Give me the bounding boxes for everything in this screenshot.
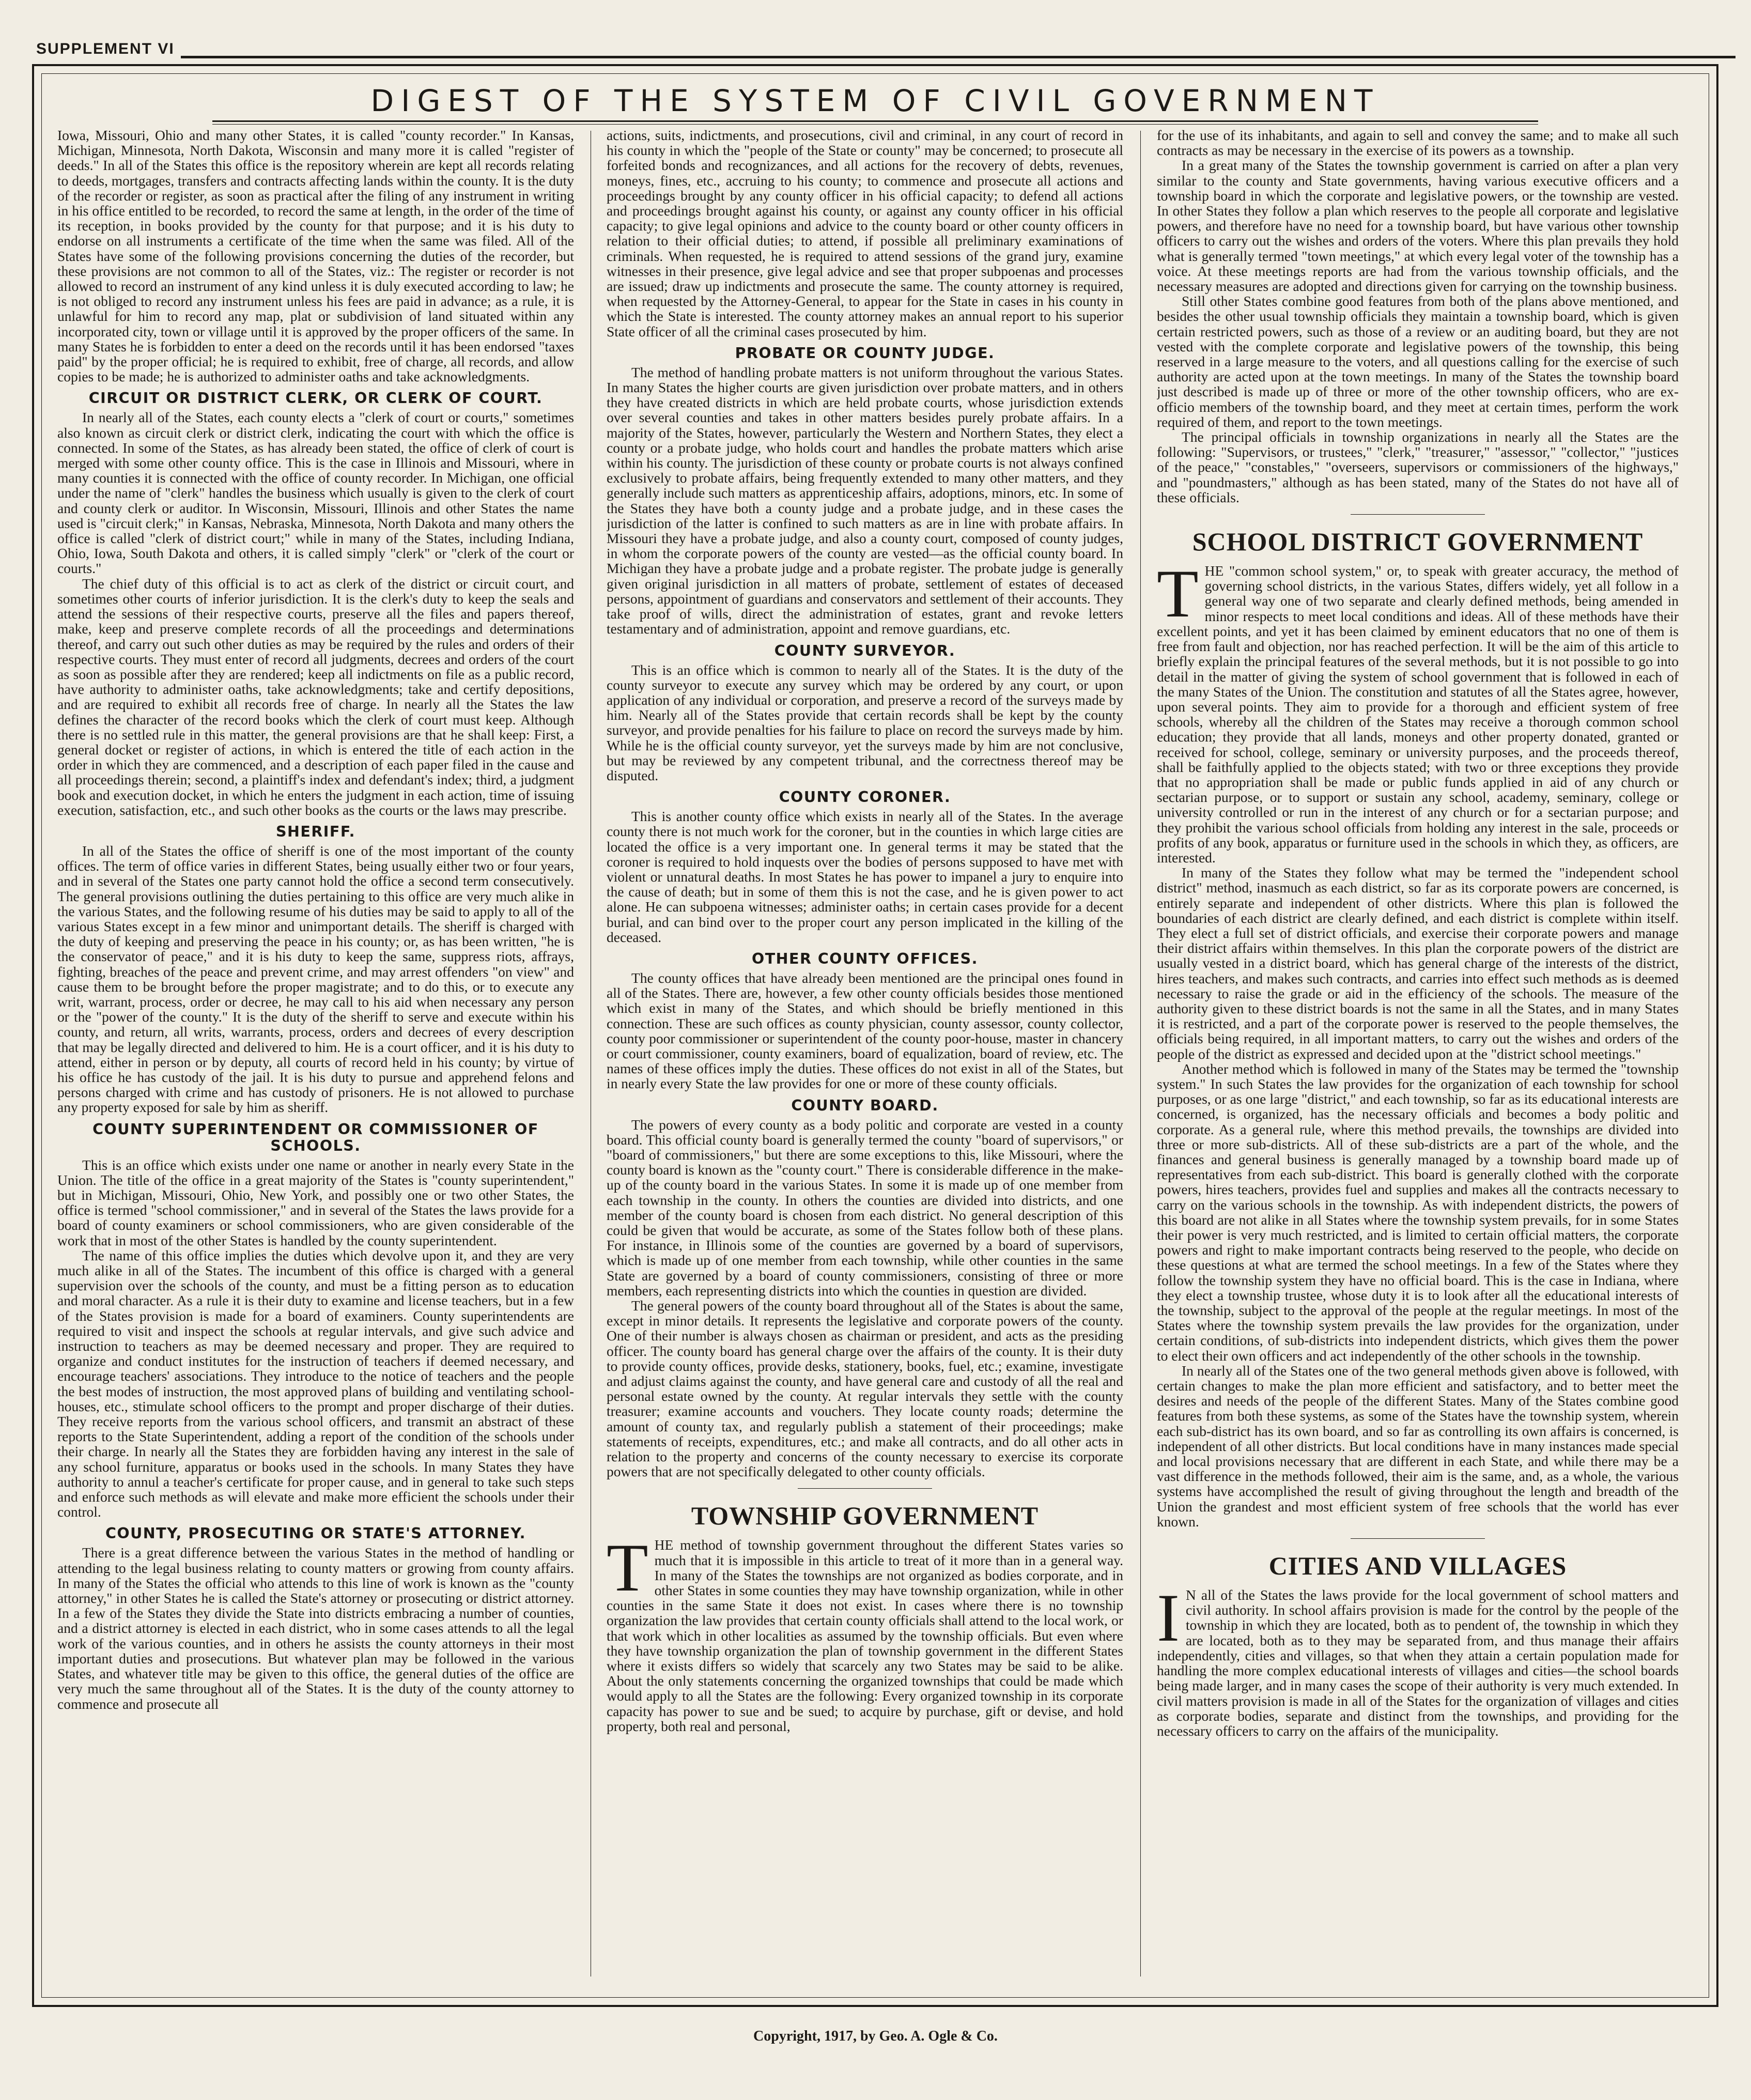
paragraph: The chief duty of this official is to act as clerk of the district or circuit court, and sometimes other courts of inferior jurisdiction. It is the clerk's duty to keep the seals and attend the sessions of their respective courts, preserve all the files and papers thereof, make, keep and preserve complete records of all the proceedings and determinations thereof, and carry out such other duties as may be required by the rules and orders of their respective courts. They must enter of record all judgments, decrees and orders of the court as soon as possible after they are rendered; keep all indictments on file as a public record, have authority to administer oaths, take acknowledgments; take and certify depositions, and are required to exhibit all records free of charge. In nearly all the States the law defines the character of the record books which the clerk of court must keep. Although there is no settled rule in this matter, the general provisions are that he shall keep: First, a general docket or register of actions, in which is entered the title of each action in the order in which they are commenced, and a description of each paper filed in the cause and all proceedings therein; second, a plaintiff's index and defendant's index; third, a judgment book and execution docket, in which he enters the judgment in each action, time of issuing execution, satisfaction, etc., and such other books as the courts or the laws may prescribe.: [57, 575, 574, 818]
section-heading: PROBATE OR COUNTY JUDGE.: [735, 344, 995, 362]
page-inner-frame: [41, 73, 1709, 1998]
paragraph-text: N all of the States the laws provide for the local government of school matters and civil authority. In school affairs provision is made for the control by the people of the township in which they are located, both as to pendent of, the township in which they are located, both as to they may be separated from, and thus manage their affairs independently, cities and villages, so that when they attain a certain population made for handling the more complex educational interests of villages and cities—the school boards being made larger, and in many cases the scope of their authority is very much extended. In civil matters provision is made in all of the States for the organization of villages and cities as corporate bodies, separate and distinct from the townships, and providing for the necessary officers to carry on the affairs of the municipality.: [1157, 1587, 1679, 1739]
major-heading: CITIES AND VILLAGES: [1268, 1551, 1567, 1581]
section-heading: COUNTY BOARD.: [791, 1097, 939, 1114]
section-heading: COUNTY SUPERINTENDENT OR COMMISSIONER OF SCHOOLS.: [92, 1120, 539, 1154]
section-heading: COUNTY SURVEYOR.: [774, 642, 956, 659]
header-rule: [181, 56, 1735, 58]
column-3: [1157, 128, 1679, 1989]
paragraph: This is an office which is common to nearly all of the States. It is the duty of the county surveyor to execute any survey which may be ordered by any court, or upon application of any individual or corporation, and preserve a record of the surveys made by him. Nearly all of the States provide that certain records shall be kept by the county surveyor, and provide penalties for his failure to place on record the surveys made by him. While he is the official county surveyor, yet the surveys made by him are not conclusive, but may be reviewed by any competent tribunal, and the correctness thereof may be disputed.: [607, 661, 1123, 783]
title-rule-thick: [212, 120, 1538, 122]
page-frame: [32, 64, 1718, 2007]
paragraph: There is a great difference between the various States in the method of handling or attending to the legal business relating to county matters or growing from county affairs. In many of the States the official who attends to this line of work is known as the "county attorney," in other States he is called the State's attorney or prosecuting or district attorney. In a few of the States they divide the State into districts embracing a number of counties, and a district attorney is elected in each district, who in some cases attends to all the legal work of the various counties, and in others he assists the county attorneys in their most important duties and prosecutions. But whatever plan may be followed in the various States, and whatever title may be given to this office, the general duties of the office are very much the same throughout all of the States. It is the duty of the county attorney to commence and prosecute all: [57, 1545, 574, 1712]
title-rule-thin: [212, 124, 1538, 125]
section-rule: [1351, 1538, 1485, 1539]
drop-cap: T: [1157, 555, 1199, 632]
paragraph: Iowa, Missouri, Ohio and many other States, it is called "county recorder." In Kansas, Michigan, Minnesota, North Dakota, Wisconsin and many more it is called "register of deeds." In all of the States this office is the repository wherein are kept all records relating to deeds, mortgages, transfers and contracts affecting lands within the county. It is the duty of the recorder or register, as soon as practical after the filing of any instrument in writing in his office entitled to be recorded, to record the same at length, in the order of the time of its reception, in books provided by the county for that purpose; and it is his duty to endorse on all instruments a certificate of the time when the same was filed. All of the States have some of the following provisions concerning the duties of the recorder, but these provisions are not common to all of the States, viz.: The register or recorder is not allowed to record an instrument of any kind unless it is duly executed according to law; he is not obliged to record any instrument unless his fees are paid in advance; as a rule, it is unlawful for him to record any map, plat or subdivision of land situated within any incorporated city, town or village until it is approved by the proper officers of the same. In many States he is forbidden to enter a deed on the records until it has been endorsed "taxes paid" by the proper official; he is required to exhibit, free of charge, all records, and allow copies to be made; he is authorized to administer oaths and take acknowledgments.: [57, 128, 574, 385]
paragraph: [1157, 555, 1679, 866]
section-rule: [798, 1488, 932, 1489]
paragraph: In nearly all of the States one of the two general methods given above is followed, with certain changes to make the plan more efficient and satisfactory, and to better meet the desires and needs of the people of the different States. Many of the States combine good features from both these systems, as some of the States have the township system, wherein each sub-district has its own board, and so far as controlling its own affairs is concerned, is independent of all other districts. But local conditions have in many instances made special and local provisions necessary that are different in each State, and while there may be a vast difference in the methods followed, their aim is the same, and, as a whole, the various systems have accomplished the result of giving throughout the length and breadth of the Union the grandest and most efficient system of free schools that the world has ever known.: [1157, 1362, 1679, 1530]
paragraph-text: HE method of township government throughout the different States varies so much that it is impossible in this article to treat of it more than in a general way. In many of the States the townships are not organized as bodies corporate, and in other States in some counties they may have township organization, while in other counties in the same State it does not exist. In cases where there is no township organization the law provides that certain county officials shall attend to the local work, or that work which in other localities as assumed by the township officials. But even where they have township organization the plan of township government in the different States where it exists differs so widely that scarcely any two States may be said to be alike. About the only statements concerning the organized townships that could be made which would apply to all the States are the following: Every organized township in its corporate capacity has power to sue and be sued; to acquire by purchase, gift or devise, and hold property, both real and personal,: [607, 1537, 1123, 1734]
paragraph: [1157, 1580, 1679, 1739]
column-2: [607, 128, 1123, 1989]
column-1: [57, 128, 574, 1989]
paragraph: This is an office which exists under one name or another in nearly every State in the Union. The title of the office in a great majority of the States is "county superintendent," but in Michigan, Missouri, Ohio, New York, and possibly one or two other States, the office is termed "school commissioner," and in several of the States the laws provide for a board of county examiners or school commissioners, who are given considerable of the work that in most of the other States is handled by the county superintendent.: [57, 1156, 574, 1248]
paragraph: The principal officials in township organizations in nearly all the States are the following: "Supervisors, or trustees," "clerk," "treasurer," "assessor," "collector," "justices of the peace," "constables," "overseers, supervisors or commissioners of the highways," and "poundmasters," although as has been stated, many of the States do not have all of these officials.: [1157, 429, 1679, 505]
paragraph: In a great many of the States the township government is carried on after a plan very similar to the county and State governments, having various executive officers and a township board in which the corporate and legislative powers, or the township are vested. In other States they follow a plan which reserves to the people all corporate and legislative powers, and therefore have no need for a township board, but have various other township officers to carry out the wishes and orders of the voters. Where this plan prevails they hold what is generally termed "town meetings," at which every legal voter of the township has a voice. At these meetings reports are had from the various township officials, and the necessary measures are adopted and directions given for carrying on the township business.: [1157, 157, 1679, 295]
major-heading: SCHOOL DISTRICT GOVERNMENT: [1192, 527, 1644, 557]
paragraph: The name of this office implies the duties which devolve upon it, and they are very much alike in all of the States. The incumbent of this office is charged with a general supervision over the schools of the county, and must be a fitting person as to education and moral character. As a rule it is their duty to examine and license teachers, but in a few of the States provision is made for a board of examiners. County superintendents are required to visit and inspect the schools at regular intervals, and give such advice and instruction to teachers as may be deemed necessary and proper. They are required to organize and conduct institutes for the instruction of teachers if deemed necessary, and encourage teachers' associations. They introduce to the notice of teachers and the people the best modes of instruction, the most approved plans of building and ventilating school-houses, etc., stimulate school officers to the prompt and proper discharge of their duties. They receive reports from the various school officers, and transmit an abstract of these reports to the State Superintendent, adding a report of the condition of the schools under their charge. In nearly all the States they are forbidden having any interest in the sale of any school furniture, apparatus or books used in the schools. In many States they have authority to annul a teacher's certificate for proper cause, and in general to take such steps and enforce such methods as will elevate and make more efficient the schools under their control.: [57, 1247, 574, 1520]
paragraph: In many of the States they follow what may be termed the "independent school district" method, inasmuch as each district, so far as its corporate powers are concerned, is entirely separate and independent of other districts. Where this plan is followed the boundaries of each district are clearly defined, and each district is complete within itself. They elect a full set of district officials, and exercise their corporate powers and manage their district affairs within themselves. In this plan the corporate powers of the district are usually vested in a district board, which has general charge of the interests of the district, hires teachers, and makes such contracts, and carries into effect such methods as is deemed necessary to raise the grade or aid in the efficiency of the schools. The measure of the authority given to these district boards is not the same in all the States, and in many States it is restricted, and a part of the corporate power is reserved to the people themselves, the officials being required, in all important matters, to carry out the wishes and orders of the people of the district as expressed and decided upon at the "district school meetings.": [1157, 864, 1679, 1062]
paragraph: In all of the States the office of sheriff is one of the most important of the county offices. The term of office varies in different States, being usually either two or four years, and in several of the States one party cannot hold the office a second term consecutively. The general provisions outlining the duties pertaining to this office are very much alike in the various States, and the following resume of his duties may be said to apply to all of the various States except in a few minor and unimportant details. The sheriff is charged with the duty of keeping and preserving the peace in his county; or, as has been written, "he is the conservator of peace," and it is his duty to keep the same, suppress riots, affrays, fighting, breaches of the peace and prevent crime, and may arrest offenders "on view" and cause them to be brought before the proper magistrate; and to do this, or to execute any writ, warrant, process, order or decree, he may call to his aid when necessary any person or the "power of the county." It is the duty of the sheriff to serve and execute within his county, and return, all writs, warrants, process, orders and decrees of every description that may be legally directed and delivered to him. He is a court officer, and it is his duty to attend, either in person or by deputy, all courts of record held in his county; by virtue of his office he has custody of the jail. It is his duty to pursue and apprehend felons and persons charged with crime and has custody of prisoners. He is not allowed to purchase any property exposed for sale by him as sheriff.: [57, 842, 574, 1116]
paragraph: This is another county office which exists in nearly all of the States. In the average county there is not much work for the coroner, but in the counties in which large cities are located the office is a very important one. In general terms it may be stated that the coroner is required to hold inquests over the bodies of persons supposed to have met with violent or unnatural deaths. In most States he has power to impanel a jury to enquire into the cause of death; but in some of them this is not the case, and he is given power to act alone. He can subpoena witnesses; administer oaths; in certain cases provide for a decent burial, and can bind over to the proper court any person implicated in the killing of the deceased.: [607, 808, 1123, 945]
page-title: DIGEST OF THE SYSTEM OF CIVIL GOVERNMENT: [370, 83, 1380, 118]
column-divider: [1140, 131, 1141, 1977]
drop-cap: I: [1157, 1580, 1180, 1656]
major-heading: TOWNSHIP GOVERNMENT: [691, 1501, 1039, 1531]
paragraph: actions, suits, indictments, and prosecutions, civil and criminal, in any court of record in his county in which the "people of the State or county" may be concerned; to prosecute all forfeited bonds and recognizances, and all actions for the recovery of debts, revenues, moneys, fines, etc., accruing to his county; to commence and prosecute all actions and proceedings brought by any county officer in his official capacity; to defend all actions and proceedings brought against his county, or against any county officer in his official capacity; to give legal opinions and advice to the county board or other county officers in relation to their official duties; to attend, if possible all preliminary examinations of criminals. When requested, he is required to attend sessions of the grand jury, examine witnesses in their presence, give legal advice and see that proper subpoenas and processes are issued; draw up indictments and prosecute the same. The county attorney is required, when requested by the Attorney-General, to appear for the State in cases in his county in which the State is interested. The county attorney makes an annual report to his superior State officer of all the criminal cases prosecuted by him.: [607, 128, 1123, 339]
paragraph: [607, 1530, 1123, 1734]
section-heading: COUNTY CORONER.: [779, 789, 951, 806]
section-heading: CIRCUIT OR DISTRICT CLERK, OR CLERK OF COURT.: [88, 390, 543, 407]
paragraph: The powers of every county as a body politic and corporate are vested in a county board. This official county board is generally termed the county "board of supervisors," or "board of commissioners," but there are some exceptions to this, like Missouri, where the county board is known as the "county court." There is considerable difference in the make-up of the county board in the various States. In some it is made up of one member from each township in the county. In others the counties are divided into districts, and one member of the county board is chosen from each district. No general description of this could be given that would be accurate, as some of the States follow both of these plans. For instance, in Illinois some of the counties are governed by a board of supervisors, which is made up of one member from each township, while other counties in the same State are governed by a board of county commissioners, consisting of three or more members, each representing districts into which the counties in question are divided.: [607, 1116, 1123, 1299]
section-heading: SHERIFF.: [276, 823, 355, 840]
supplement-label: SUPPLEMENT VI: [36, 40, 175, 57]
paragraph: The general powers of the county board throughout all of the States is about the same, except in minor details. It represents the legislative and corporate powers of the county. One of their number is always chosen as chairman or president, and acts as the presiding officer. The county board has general charge over the affairs of the county. It is their duty to provide county offices, provide desks, stationery, books, fuel, etc.; examine, investigate and adjust claims against the county, and have general care and custody of all the real and personal estate owned by the county. At regular intervals they settle with the county treasurer; examine accounts and vouchers. They locate county roads; determine the amount of county tax, and regularly publish a statement of their proceedings; make statements of receipts, expenditures, etc.; and make all contracts, and do all other acts in relation to the property and concerns of the county necessary to exercise its corporate powers that are not specifically delegated to other county officials.: [607, 1298, 1123, 1480]
paragraph: Still other States combine good features from both of the plans above mentioned, and besides the other usual township officials they maintain a township board, which is given certain restricted powers, such as those of a review or an auditing board, but they are not vested with the complete corporate and legislative powers of the township, this being reserved in a large measure to the voters, and all questions calling for the exercise of such authority are acted upon at the town meetings. In many of the States the township board just described is made up of three or more of the other township officers, who are ex-officio members of the township board, and they meet at certain times, perform the work required of them, and report to the town meetings.: [1157, 293, 1679, 430]
paragraph: for the use of its inhabitants, and again to sell and convey the same; and to make all such contracts as may be necessary in the exercise of its powers as a township.: [1157, 128, 1679, 159]
paragraph-text: HE "common school system," or, to speak with greater accuracy, the method of governing school districts, in the various States, differs widely, yet all follow in a general way one of two separate and clearly defined methods, being amended in minor respects to meet local conditions and ideas. All of these methods have their excellent points, and yet it has been claimed by eminent educators that no one of them is free from fault and objection, nor has reached perfection. It will be the aim of this article to briefly explain the principal features of the several methods, but it is not possible to go into detail in the matter of giving the system of school government that is followed in each of the many States of the Union. The constitution and statutes of all the States agree, however, upon several points. They aim to provide for a thorough and efficient system of free schools, whereby all the children of the States may receive a thorough common school education; they provide that all lands, moneys and other property donated, granted or received for school, college, seminary or university purposes, and the proceeds thereof, shall be faithfully applied to the objects stated; with two or three exceptions they provide that no appropriation shall be made or public funds applied in aid of any church or sectarian purpose, or to support or sustain any school, academy, seminary, college or university controlled or run in the interest of any church or for a sectarian purpose; and they prohibit the various school officials from holding any interest in the sale, proceeds or profits of any book, apparatus or furniture used in the schools in which they, as officers, are interested.: [1157, 563, 1679, 866]
section-rule: [1351, 514, 1485, 515]
paragraph: The county offices that have already been mentioned are the principal ones found in all of the States. There are, however, a few other county officials besides those mentioned which exist in many of the States, and which should be briefly mentioned in this connection. These are such offices as county physician, county assessor, county collector, county poor commissioner or superintendent of the county poor-house, master in chancery or court commissioner, county examiners, board of equalization, board of review, etc. The names of these offices imply the duties. These offices do not exist in all of the States, but in nearly every State the law provides for one or more of these county officials.: [607, 969, 1123, 1092]
drop-cap: T: [607, 1530, 648, 1606]
section-heading: OTHER COUNTY OFFICES.: [751, 950, 978, 967]
copyright-notice: Copyright, 1917, by Geo. A. Ogle & Co.: [753, 2028, 998, 2044]
section-heading: COUNTY, PROSECUTING OR STATE'S ATTORNEY.: [105, 1525, 526, 1542]
paragraph: Another method which is followed in many of the States may be termed the "township system." In such States the law provides for the organization of each township for school purposes, or as one large "district," and each township, so far as its educational interests are concerned, is organized, has the necessary officials and becomes a body politic and corporate. As a general rule, where this method prevails, the townships are divided into three or more sub-districts. All of these sub-districts are a part of the whole, and the finances and general business is generally managed by a township board made up of representatives from each sub-district. This board is generally clothed with the corporate powers, hires teachers, provides fuel and supplies and makes all the contracts necessary to carry on the various schools in the township. As with independent districts, the powers of this board are not alike in all States where the township system prevails, for in some States their power is very much restricted, and is limited to certain official matters, the corporate powers and right to make important contracts being reserved to the people, who decide on these questions at what are termed the school meetings. In a few of the States where they follow the township system they have no official board. This is the case in Indiana, where they elect a township trustee, whose duty it is to look after all the educational interests of the township, subject to the approval of the people at the regular meetings. In most of the States where the township system prevails the law provides for the organization, under certain conditions, of sub-districts into independent districts, which gives them the power to elect their own officers and act independently of the other schools in the township.: [1157, 1060, 1679, 1364]
paragraph: The method of handling probate matters is not uniform throughout the various States. In many States the higher courts are given jurisdiction over probate matters, and in others they have created districts in which are held probate courts, whose jurisdiction extends over several counties and takes in other matters besides purely probate affairs. In a majority of the States, however, particularly the Western and Northern States, they elect a county or a probate judge, who holds court and handles the probate matters which arise within his county. The jurisdiction of these county or probate courts is not always confined exclusively to probate affairs, being frequently extended to many other matters, and they generally include such matters as apprenticeship affairs, adoptions, minors, etc. In some of the States they have both a county judge and a probate judge, and in these cases the jurisdiction of the latter is confined to such matters as are in line with probate affairs. In Missouri they have a probate judge, and also a county court, composed of county judges, in whom the corporate powers of the county are vested—as the official county board. In Michigan they have a probate judge and a probate register. The probate judge is generally given original jurisdiction in all matters of probate, settlement of estates of deceased persons, appointment of guardians and conservators and settlement of their accounts. They take proof of wills, direct the administration of estates, grant and revoke letters testamentary and of administration, appoint and remove guardians, etc.: [607, 364, 1123, 637]
paragraph: In nearly all of the States, each county elects a "clerk of court or courts," sometimes also known as circuit clerk or district clerk, indicating the court with which the office is connected. In some of the States, as has already been stated, the office of clerk of court is merged with some other county office. This is the case in Illinois and Missouri, where in many counties it is connected with the office of county recorder. In Michigan, one official under the name of "clerk" handles the business which usually is given to the clerk of court and county clerk or auditor. In Wisconsin, Missouri, Illinois and other States the name used is "circuit clerk;" in Kansas, Nebraska, Minnesota, North Dakota and many others the office is called "clerk of district court;" while in many of the States, including Indiana, Ohio, Iowa, South Dakota and others, it is called simply "clerk" or "clerk of the court or courts.": [57, 409, 574, 577]
